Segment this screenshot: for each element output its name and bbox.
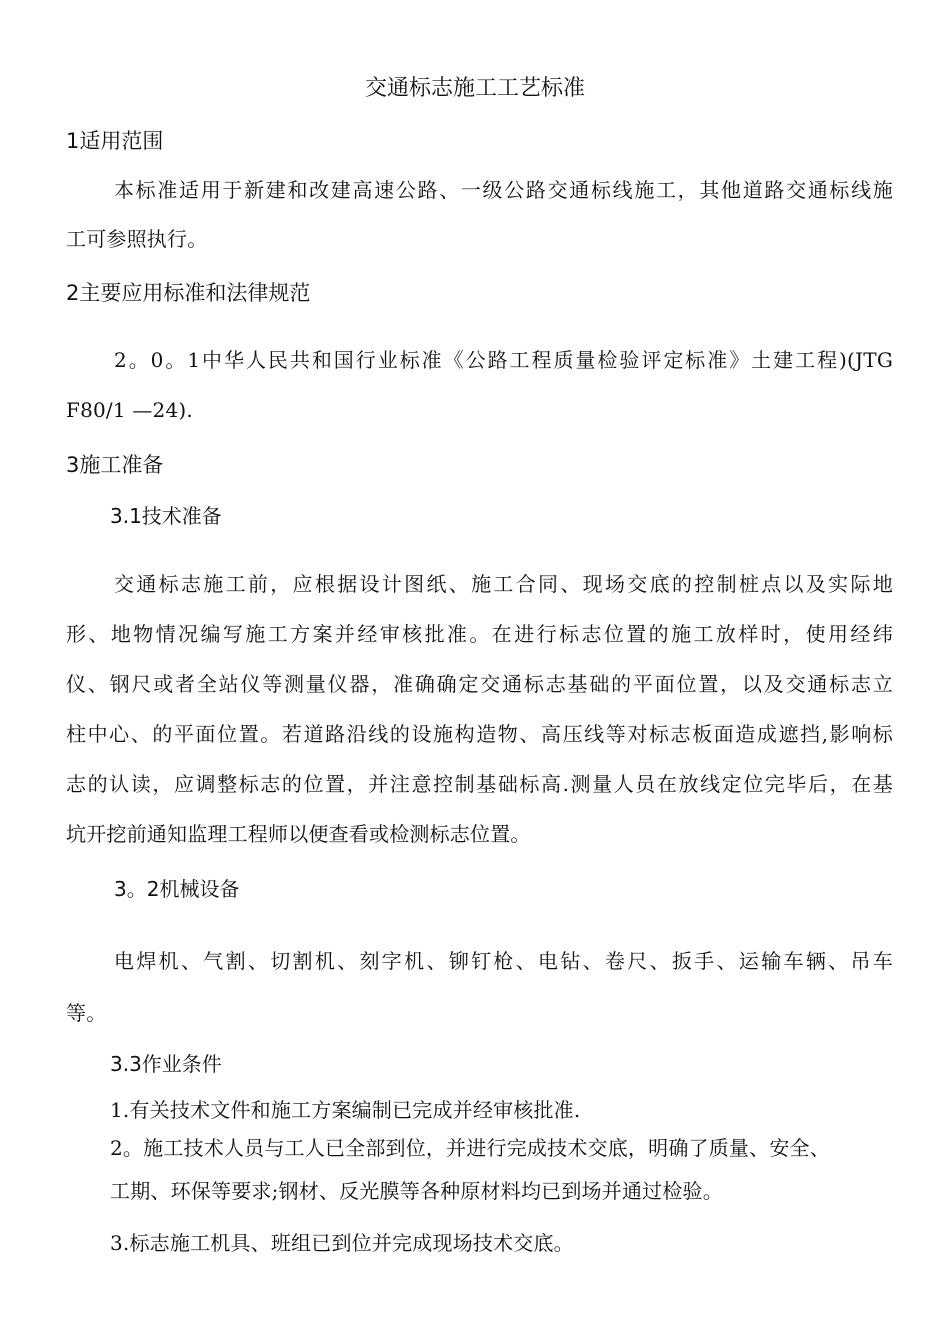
subsection-3-2-line-1: 电焊机、气割、切割机、刻字机、铆钉枪、电钻、卷尺、扳手、运输车辆、吊车 <box>114 949 893 973</box>
subsection-3-3-heading: 3.3作业条件 <box>110 1052 222 1076</box>
subsection-3-1-line-5: 志的认读，应调整标志的位置，并注意控制基础标高.测量人员在放线定位完毕后，在基 <box>66 772 893 796</box>
section-1-line-2: 工可参照执行。 <box>66 227 208 251</box>
subsection-3-3-line-3: 工期、环保等要求;钢材、反光膜等各种原材料均已到场并通过检验。 <box>110 1179 723 1203</box>
section-2-line-1: 2。0。1中华人民共和国行业标准《公路工程质量检验评定标准》土建工程)(JTG <box>114 348 893 372</box>
subsection-3-3-line-4: 3.标志施工机具、班组已到位并完成现场技术交底。 <box>110 1231 574 1255</box>
subsection-3-3-line-1: 1.有关技术文件和施工方案编制已完成并经审核批准. <box>110 1098 581 1122</box>
section-1-heading: 1适用范围 <box>66 129 164 153</box>
subsection-3-2-heading: 3。2机械设备 <box>114 877 240 901</box>
subsection-3-2-line-2: 等。 <box>66 1001 107 1025</box>
section-3-heading: 3施工准备 <box>66 453 164 477</box>
section-1-line-1: 本标准适用于新建和改建高速公路、一级公路交通标线施工，其他道路交通标线施 <box>114 178 893 202</box>
section-2-heading: 2主要应用标准和法律规范 <box>66 281 311 305</box>
subsection-3-1-line-4: 柱中心、的平面位置。若道路沿线的设施构造物、高压线等对标志板面造成遮挡,影响标 <box>66 722 893 746</box>
document-title: 交通标志施工工艺标准 <box>364 76 585 101</box>
subsection-3-1-line-6: 坑开挖前通知监理工程师以便查看或检测标志位置。 <box>66 822 531 846</box>
subsection-3-1-line-2: 形、地物情况编写施工方案并经审核批准。在进行标志位置的施工放样时，使用经纬 <box>66 622 893 646</box>
subsection-3-1-line-3: 仪、钢尺或者全站仪等测量仪器，准确确定交通标志基础的平面位置，以及交通标志立 <box>66 672 893 696</box>
section-2-line-2: F80/1 —24). <box>66 398 193 422</box>
subsection-3-3-line-2: 2。施工技术人员与工人已全部到位，并进行完成技术交底，明确了质量、安全、 <box>110 1136 830 1160</box>
subsection-3-1-line-1: 交通标志施工前，应根据设计图纸、施工合同、现场交底的控制桩点以及实际地 <box>114 572 893 596</box>
subsection-3-1-heading: 3.1技术准备 <box>110 504 222 528</box>
